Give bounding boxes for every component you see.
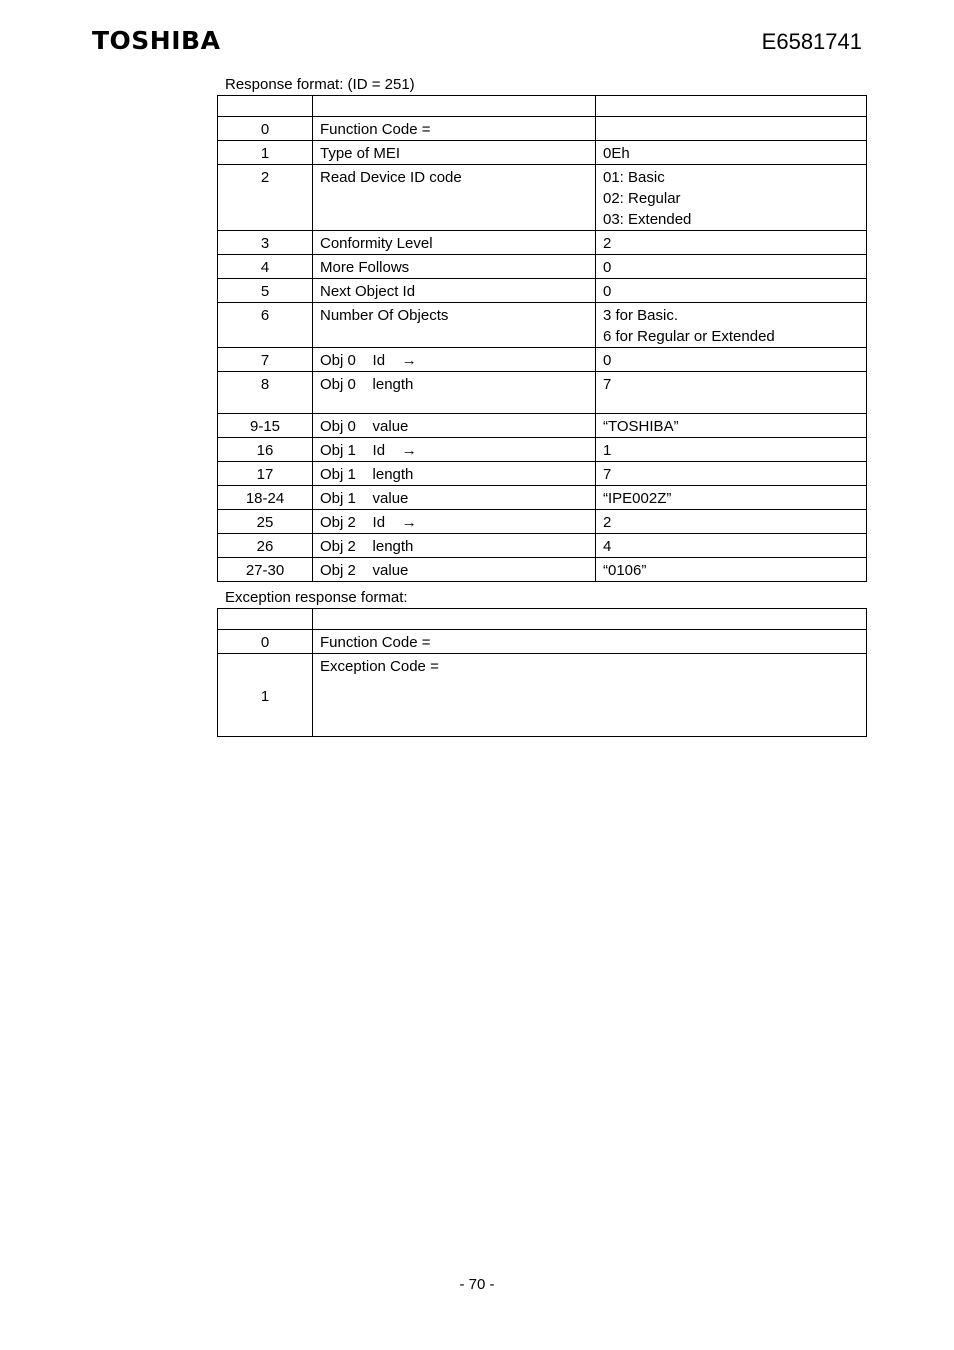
table-cell: “IPE002Z” (596, 486, 867, 510)
response-rows (218, 117, 867, 582)
table-cell: Obj 2 value (313, 558, 596, 582)
table-cell: Obj 1 Id → (313, 438, 596, 462)
table-cell: 7 (596, 462, 867, 486)
table-row (218, 165, 867, 231)
table-cell: Number Of Objects (313, 303, 596, 348)
table-cell: Conformity Level (313, 231, 596, 255)
table-cell: “TOSHIBA” (596, 414, 867, 438)
table-row (218, 231, 867, 255)
document-number: E6581741 (761, 29, 862, 54)
table-row (218, 438, 867, 462)
table-row (218, 630, 867, 654)
row-number-cell: 1 (218, 141, 313, 165)
table-row (218, 558, 867, 582)
table-row (218, 414, 867, 438)
row-number-cell: 17 (218, 462, 313, 486)
table-cell: 7 (596, 372, 867, 414)
table-header-row (218, 609, 867, 630)
header-cell (596, 96, 867, 117)
exception-rows (218, 630, 867, 737)
exception-format-caption: Exception response format: (225, 589, 408, 606)
table-cell: Function Code = (313, 630, 867, 654)
table-cell: Obj 0 length (313, 372, 596, 414)
row-number-cell: 6 (218, 303, 313, 348)
table-cell: Obj 1 length (313, 462, 596, 486)
row-number-cell: 0 (218, 117, 313, 141)
table-cell: Obj 0 value (313, 414, 596, 438)
row-number-cell: 4 (218, 255, 313, 279)
row-number-cell: 8 (218, 372, 313, 414)
table-row (218, 255, 867, 279)
row-number-cell: 18-24 (218, 486, 313, 510)
table-row (218, 372, 867, 414)
table-cell: Obj 1 value (313, 486, 596, 510)
table-cell: 2 (596, 231, 867, 255)
table-cell: More Follows (313, 255, 596, 279)
table-cell: Function Code = (313, 117, 596, 141)
row-number-cell: 16 (218, 438, 313, 462)
table-cell: “0106” (596, 558, 867, 582)
table-cell: 0 (596, 348, 867, 372)
exception-format-table (217, 608, 867, 737)
table-row (218, 303, 867, 348)
header-cell (218, 609, 313, 630)
table-row (218, 510, 867, 534)
header-cell (218, 96, 313, 117)
table-row (218, 534, 867, 558)
table-cell: 4 (596, 534, 867, 558)
table-row (218, 348, 867, 372)
header-cell (313, 609, 867, 630)
response-format-caption: Response format: (ID = 251) (225, 76, 415, 93)
row-number-cell: 5 (218, 279, 313, 303)
row-number-cell: 3 (218, 231, 313, 255)
row-number-cell: 1 (218, 654, 313, 737)
table-row (218, 117, 867, 141)
table-cell: Obj 0 Id → (313, 348, 596, 372)
row-number-cell: 0 (218, 630, 313, 654)
table-cell: 0 (596, 255, 867, 279)
table-cell: 01: Basic 02: Regular 03: Extended (596, 165, 867, 231)
row-number-cell: 25 (218, 510, 313, 534)
response-format-table (217, 95, 867, 582)
table-row (218, 279, 867, 303)
row-number-cell: 7 (218, 348, 313, 372)
table-cell: Next Object Id (313, 279, 596, 303)
row-number-cell: 27-30 (218, 558, 313, 582)
table-header-row (218, 96, 867, 117)
table-row (218, 462, 867, 486)
table-cell: Read Device ID code (313, 165, 596, 231)
table-cell: Type of MEI (313, 141, 596, 165)
table-cell: 3 for Basic. 6 for Regular or Extended (596, 303, 867, 348)
toshiba-logo: TOSHIBA (92, 26, 221, 55)
table-cell: Obj 2 length (313, 534, 596, 558)
table-cell: 1 (596, 438, 867, 462)
table-cell: 0 (596, 279, 867, 303)
page-number: - 70 - (459, 1276, 495, 1293)
table-cell (596, 117, 867, 141)
table-row (218, 486, 867, 510)
table-cell: Obj 2 Id → (313, 510, 596, 534)
header-cell (313, 96, 596, 117)
table-row (218, 141, 867, 165)
table-cell: 0Eh (596, 141, 867, 165)
row-number-cell: 26 (218, 534, 313, 558)
row-number-cell: 2 (218, 165, 313, 231)
table-row (218, 654, 867, 737)
table-cell: Exception Code = (313, 654, 867, 737)
table-cell: 2 (596, 510, 867, 534)
row-number-cell: 9-15 (218, 414, 313, 438)
